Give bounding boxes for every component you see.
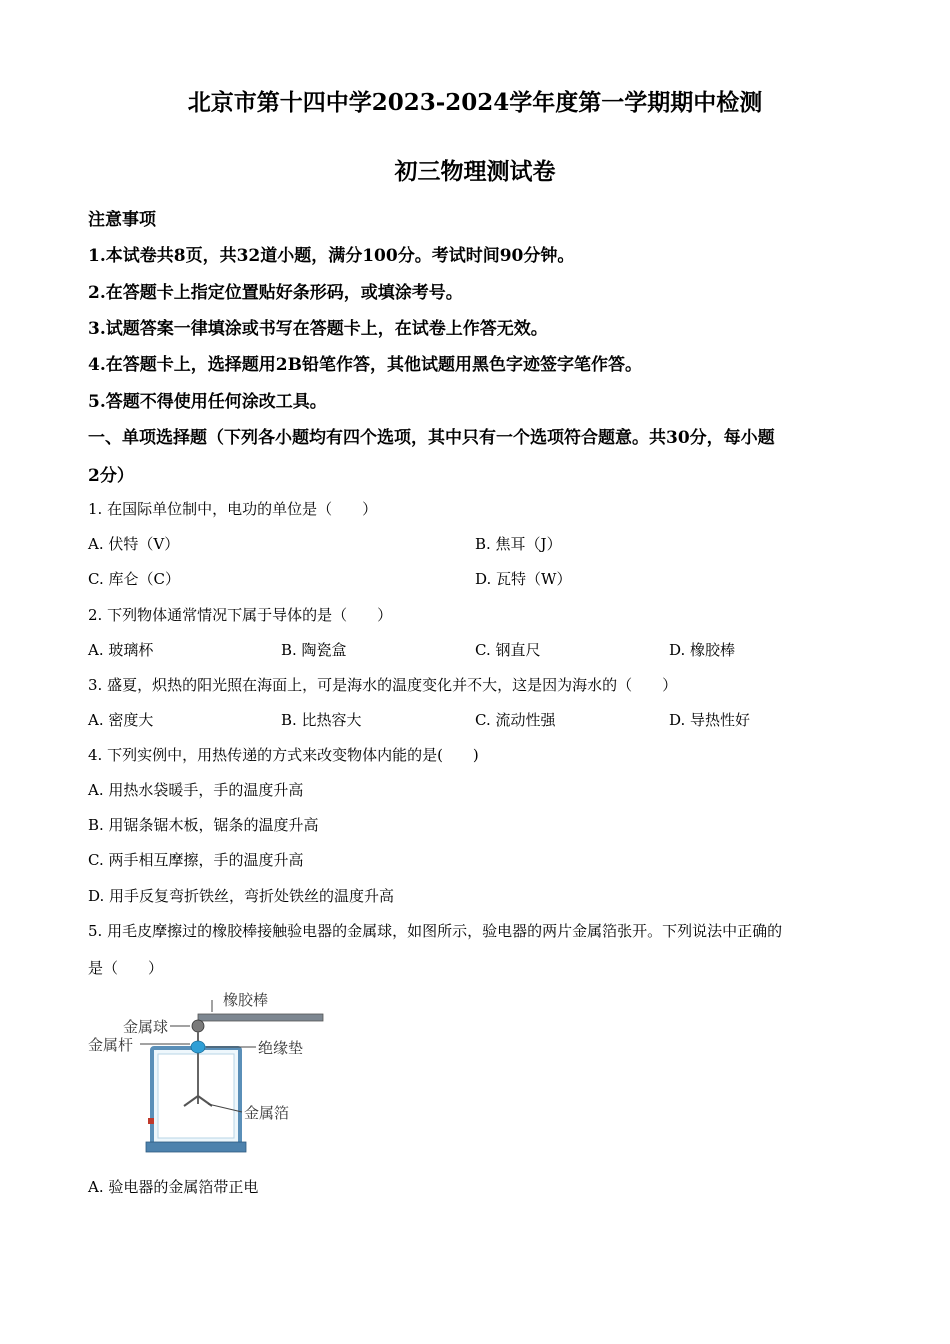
notice-item: 1.本试卷共8页，共32道小题，满分100分。考试时间90分钟。 (88, 246, 575, 266)
option: C. 两手相互摩擦，手的温度升高 (88, 851, 304, 869)
rod-label: 橡胶棒 (223, 991, 269, 1009)
option: D. 导热性好 (669, 711, 751, 729)
rubber-rod (198, 1014, 323, 1021)
question-stem: 2. 下列物体通常情况下属于导体的是（ ） (88, 606, 393, 624)
option: B. 用锯条锯木板，锯条的温度升高 (88, 816, 319, 834)
foil-label: 金属箔 (244, 1104, 290, 1122)
option: C. 流动性强 (475, 711, 556, 729)
stem-label: 金属杆 (88, 1036, 134, 1054)
section-heading-cont: 2分） (88, 466, 134, 486)
notice-item: 3.试题答案一律填涂或书写在答题卡上，在试卷上作答无效。 (88, 319, 548, 339)
question-stem: 5. 用毛皮摩擦过的橡胶棒接触验电器的金属球，如图所示，验电器的两片金属箔张开。下列说法中正确的 (88, 922, 783, 940)
page-title: 北京市第十四中学2023-2024学年度第一学期期中检测 (187, 89, 763, 116)
insulating-pad (191, 1041, 205, 1053)
question-stem: 3. 盛夏，炽热的阳光照在海面上，可是海水的温度变化并不大，这是因为海水的（ ） (88, 676, 678, 694)
notice-heading: 注意事项 (88, 210, 156, 230)
option: B. 比热容大 (281, 711, 362, 729)
ground-terminal (148, 1118, 154, 1124)
option: D. 瓦特（W） (475, 570, 572, 588)
ball-label: 金属球 (123, 1018, 169, 1036)
question-stem: 1. 在国际单位制中，电功的单位是（ ） (88, 500, 378, 518)
option: A. 伏特（V） (88, 535, 180, 553)
option: C. 库仑（C） (88, 570, 180, 588)
option: A. 玻璃杯 (88, 641, 154, 659)
section-heading: 一、单项选择题（下列各小题均有四个选项，其中只有一个选项符合题意。共30分，每小题 (88, 428, 775, 448)
option: A. 用热水袋暖手，手的温度升高 (88, 781, 304, 799)
notice-item: 4.在答题卡上，选择题用2B铅笔作答，其他试题用黑色字迹签字笔作答。 (88, 355, 642, 375)
option: B. 陶瓷盒 (281, 641, 347, 659)
pad-label: 绝缘垫 (258, 1039, 304, 1057)
base (146, 1142, 246, 1152)
notice-item: 5.答题不得使用任何涂改工具。 (88, 392, 327, 412)
page-subtitle: 初三物理测试卷 (394, 158, 556, 185)
metal-ball (192, 1020, 204, 1032)
option: D. 用手反复弯折铁丝，弯折处铁丝的温度升高 (88, 887, 395, 905)
question-stem: 4. 下列实例中，用热传递的方式来改变物体内能的是( ) (88, 746, 479, 764)
option: C. 钢直尺 (475, 641, 541, 659)
question-stem-cont: 是（ ） (88, 959, 164, 977)
notice-item: 2.在答题卡上指定位置贴好条形码，或填涂考号。 (88, 283, 463, 303)
option: D. 橡胶棒 (669, 641, 736, 659)
electroscope-figure (86, 986, 326, 1158)
option: A. 验电器的金属箔带正电 (88, 1178, 259, 1196)
option: B. 焦耳（J） (475, 535, 562, 553)
option: A. 密度大 (88, 711, 154, 729)
